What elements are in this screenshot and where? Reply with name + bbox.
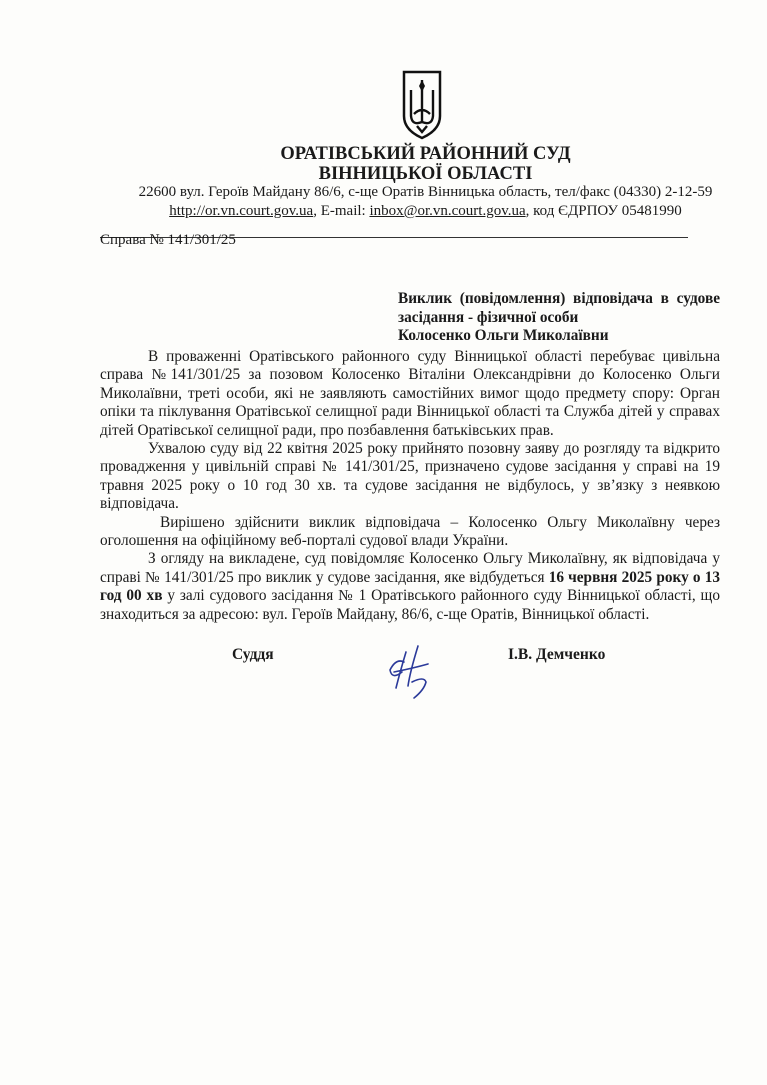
email-label: , E-mail: <box>313 203 370 219</box>
paragraph-4-text: З огляду на викладене, суд повідомляє Колосенко Ольгу Миколаївну, як відповідача у справі № 141/301/25 про виклик у судове засідання, яке відбудеться <box>100 550 720 586</box>
email-link[interactable]: inbox@or.vn.court.gov.ua <box>369 203 526 219</box>
heading-line3: Колосенко Ольги Миколаївни <box>398 327 609 344</box>
document-body <box>100 348 720 624</box>
paragraph-4 <box>100 550 720 624</box>
court-contacts <box>42 203 767 220</box>
edrpou-code: , код ЄДРПОУ 05481990 <box>525 203 682 219</box>
document-heading <box>398 290 720 346</box>
court-address: 22600 вул. Героїв Майдану 86/6, с-ще Оратів Вінницька область, тел/факс (04330) 2-12-59 <box>138 184 713 200</box>
court-name-line1: ОРАТІВСЬКИЙ РАЙОННИЙ СУД <box>280 144 571 164</box>
hearing-datetime: 16 червня 2025 року о 13 год 00 хв <box>100 568 720 605</box>
paragraph-1: В проваженні Оратівського районного суду Вінницької області перебуває цивільна справа №141/301/25 за позовом Колосенко Віталіни Олександрівни до Колосенко Ольги Миколаївни, треті особи, які не заявляють самостійних вимог щодо предмету спору: Орган опіки та піклування Оратівської селищної ради Вінницької області та Служба дітей у справах дітей Оратівської селищної ради, про позбавлення батьківських прав. <box>100 348 720 439</box>
heading-line1: Виклик (повідомлення) відповідача в судове <box>398 290 720 307</box>
website-link[interactable]: http://or.vn.court.gov.ua <box>169 203 314 219</box>
paragraph-4-text-end: у залі судового засідання № 1 Оратівського районного суду Вінницької області, що знаходиться за адресою: вул. Героїв Майдану, 86/6, с-ще Оратів, Вінницької області. <box>100 587 720 623</box>
heading-line2: засідання - фізичної особи <box>398 308 579 326</box>
coat-of-arms-icon <box>402 70 442 140</box>
paragraph-3: Вирішено здійснити виклик відповідача – Колосенко Ольгу Миколаївну через оголошення на офіційному веб-порталі судової влади України. <box>100 513 720 550</box>
signature-role: Суддя <box>232 646 274 663</box>
court-name-line2: ВІННИЦЬКОЇ ОБЛАСТІ <box>318 164 533 184</box>
handwritten-signature <box>384 642 440 700</box>
judge-name: І.В. Демченко <box>508 646 606 663</box>
case-number: Справа № 141/301/25 <box>100 232 236 248</box>
paragraph-2: Ухвалою суду від 22 квітня 2025 року прийнято позовну заяву до розгляду та відкрито провадження у цивільній справі № 141/301/25, призначено судове засідання у справі на 19 травня 2025 року о 10 год 30 хв. та судове засідання не відбулось, у зв’язку з неявкою відповідача. <box>100 440 720 513</box>
